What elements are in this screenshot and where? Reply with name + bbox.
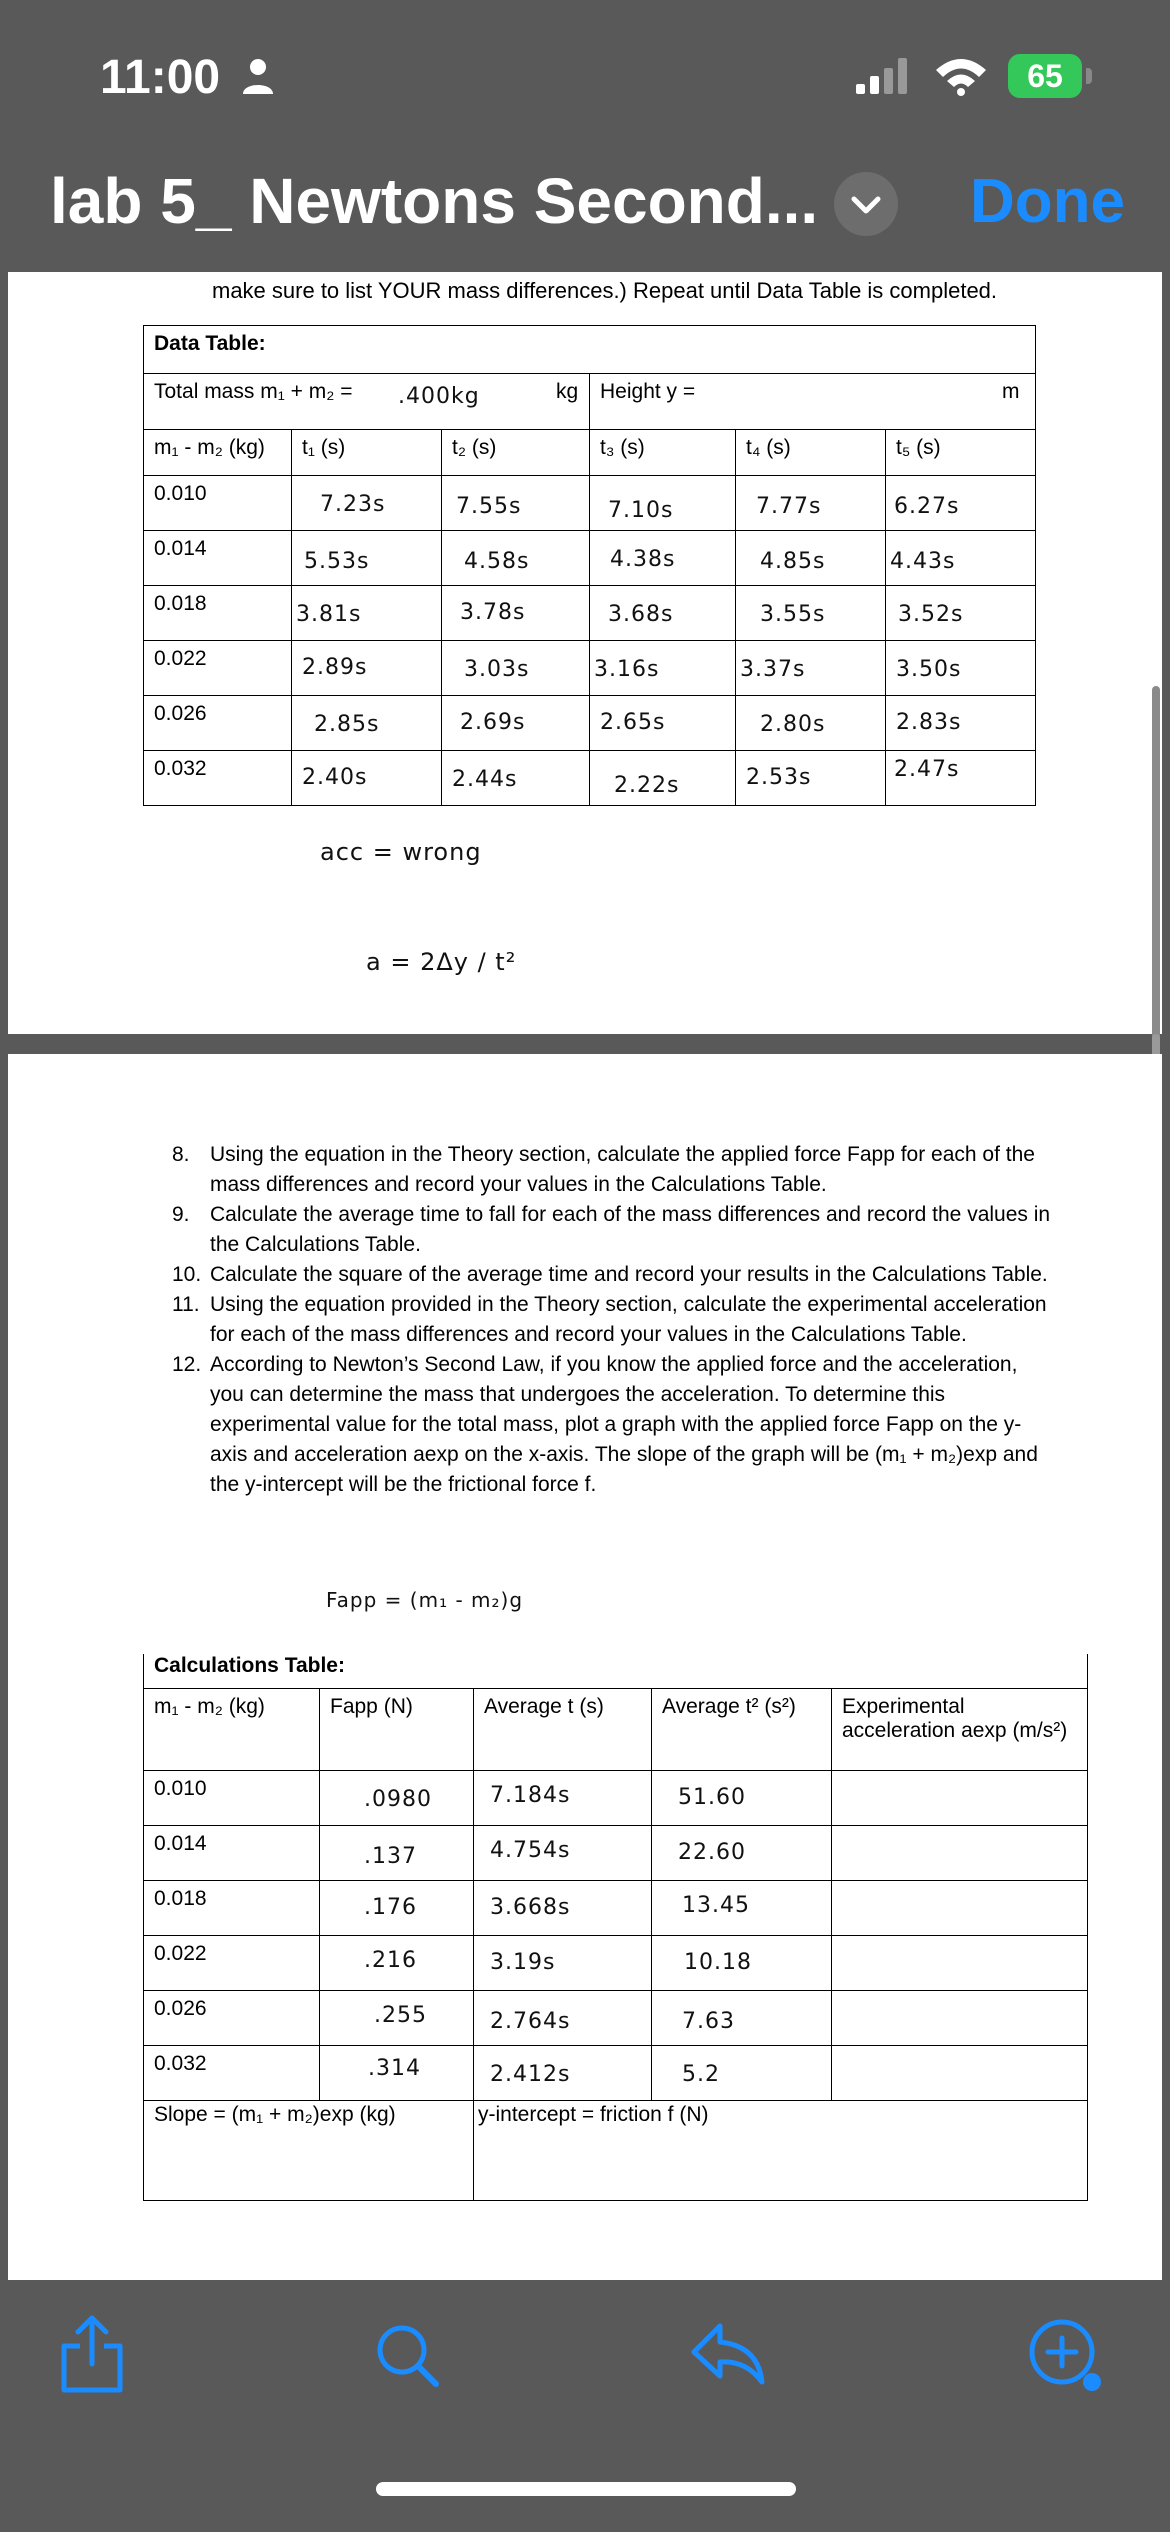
time-value: 2.80s bbox=[760, 712, 826, 737]
handwritten-equation: a = 2Δy / t² bbox=[366, 948, 517, 976]
mass-diff: 0.018 bbox=[154, 1886, 207, 1910]
table-row bbox=[144, 586, 1036, 641]
header-acceleration: Experimental acceleration aexp (m/s²) bbox=[842, 1694, 1068, 1742]
calculations-table bbox=[143, 1654, 1088, 2201]
height-cell bbox=[590, 374, 1036, 430]
header-cell bbox=[832, 1688, 1088, 1770]
header-avg-t2: Average t² (s²) bbox=[662, 1694, 796, 1718]
header-t3: t₃ (s) bbox=[600, 436, 645, 459]
header-cell bbox=[144, 1688, 320, 1770]
reply-arrow-icon[interactable] bbox=[686, 2312, 770, 2396]
mass-diff: 0.026 bbox=[154, 702, 207, 725]
avg-t-value: 7.184s bbox=[490, 1782, 571, 1808]
m-unit: m bbox=[1002, 380, 1020, 403]
time-value: 2.53s bbox=[746, 765, 812, 790]
header-cell bbox=[652, 1688, 832, 1770]
time-value: 5.53s bbox=[304, 549, 370, 574]
time-value: 2.40s bbox=[302, 765, 368, 790]
fapp-value: .0980 bbox=[364, 1786, 432, 1812]
header-cell bbox=[474, 1688, 652, 1770]
header-cell bbox=[736, 430, 886, 476]
markup-add-icon[interactable] bbox=[1022, 2312, 1106, 2396]
mass-diff: 0.010 bbox=[154, 1776, 207, 1800]
mass-diff: 0.022 bbox=[154, 1941, 207, 1965]
navigation-bar bbox=[0, 130, 1170, 272]
table-row bbox=[144, 696, 1036, 751]
table-row bbox=[144, 476, 1036, 531]
time-value: 2.47s bbox=[894, 757, 960, 782]
header-dm: m₁ - m₂ (kg) bbox=[154, 436, 265, 459]
mass-diff: 0.032 bbox=[154, 2051, 207, 2075]
list-item: 8. Using the equation in the Theory section, calculate the applied force Fapp for each of the mass differences and record your values in the Calculations Table. bbox=[172, 1143, 1035, 1196]
time-value: 2.22s bbox=[614, 773, 680, 798]
document-title[interactable]: lab 5_ Newtons Second... bbox=[50, 165, 819, 237]
avg-t2-value: 10.18 bbox=[684, 1949, 752, 1975]
time-value: 2.89s bbox=[302, 655, 368, 680]
header-cell bbox=[144, 430, 292, 476]
header-t1: t₁ (s) bbox=[302, 436, 346, 459]
home-indicator[interactable] bbox=[376, 2482, 796, 2496]
time-value: 2.65s bbox=[600, 710, 666, 735]
mass-diff: 0.014 bbox=[154, 1831, 207, 1855]
fapp-value: .314 bbox=[368, 2055, 421, 2081]
list-item: 11. Using the equation provided in the Theory section, calculate the experimental acceleration for each of the mass differences and record your values in the Calculations Table. bbox=[172, 1293, 1047, 1346]
mass-diff: 0.018 bbox=[154, 592, 207, 615]
table-row bbox=[144, 531, 1036, 586]
kg-unit: kg bbox=[556, 380, 579, 403]
header-avg-t: Average t (s) bbox=[484, 1694, 604, 1718]
time-value: 7.23s bbox=[320, 492, 386, 517]
header-t4: t₄ (s) bbox=[746, 436, 791, 459]
avg-t-value: 2.412s bbox=[490, 2061, 571, 2087]
header-t2: t₂ (s) bbox=[452, 436, 497, 459]
acceleration-cell bbox=[832, 2045, 1088, 2100]
done-button[interactable]: Done bbox=[970, 167, 1125, 236]
time-value: 4.43s bbox=[890, 549, 956, 574]
acceleration-cell bbox=[832, 1880, 1088, 1935]
calc-table-title: Calculations Table: bbox=[154, 1654, 345, 1677]
time-value: 2.83s bbox=[896, 710, 962, 735]
table-row bbox=[144, 641, 1036, 696]
time-value: 7.10s bbox=[608, 498, 674, 523]
avg-t2-value: 51.60 bbox=[678, 1784, 746, 1810]
person-icon bbox=[238, 56, 278, 96]
avg-t-value: 2.764s bbox=[490, 2008, 571, 2034]
table-row bbox=[144, 1770, 1088, 1825]
mass-diff: 0.010 bbox=[154, 482, 207, 505]
time-value: 3.78s bbox=[460, 600, 526, 625]
battery-indicator: 65 bbox=[1008, 54, 1082, 98]
header-cell bbox=[320, 1688, 474, 1770]
time-value: 3.50s bbox=[896, 657, 962, 682]
search-icon[interactable] bbox=[364, 2312, 448, 2396]
avg-t2-value: 7.63 bbox=[682, 2008, 735, 2034]
time-value: 6.27s bbox=[894, 494, 960, 519]
time-value: 3.68s bbox=[608, 602, 674, 627]
time-value: 3.52s bbox=[898, 602, 964, 627]
header-fapp: Fapp (N) bbox=[330, 1694, 413, 1718]
header-dm: m₁ - m₂ (kg) bbox=[154, 1694, 265, 1718]
battery-tip bbox=[1086, 68, 1092, 84]
calc-table-title-cell bbox=[144, 1654, 1088, 1688]
chevron-down-icon bbox=[834, 172, 898, 236]
time-value: 3.55s bbox=[760, 602, 826, 627]
table-row bbox=[144, 2045, 1088, 2100]
avg-t2-value: 5.2 bbox=[682, 2061, 720, 2087]
fapp-value: .216 bbox=[364, 1947, 417, 1973]
acceleration-cell bbox=[832, 1990, 1088, 2045]
mass-diff: 0.014 bbox=[154, 537, 207, 560]
clock: 11:00 bbox=[100, 51, 221, 104]
list-item: 12. According to Newton’s Second Law, if you know the applied force and the acceleration, you can determine the mass that undergoes the acceleration. To determine this experimental value for the total mass, plot a graph with the applied force Fapp on the y-axis and acceleration aexp on the x-axis. The slope of the graph will be (m₁ + m₂)exp and the y-intercept will be the frictional force f. bbox=[172, 1353, 1038, 1496]
time-value: 4.58s bbox=[464, 549, 530, 574]
time-value: 2.44s bbox=[452, 767, 518, 792]
time-value: 4.85s bbox=[760, 549, 826, 574]
mass-diff: 0.022 bbox=[154, 647, 207, 670]
mass-diff: 0.026 bbox=[154, 1996, 207, 2020]
data-table bbox=[143, 325, 1036, 806]
time-value: 7.77s bbox=[756, 494, 822, 519]
data-table-title: Data Table: bbox=[154, 332, 266, 355]
handwritten-note: acc = wrong bbox=[320, 838, 482, 866]
mass-diff: 0.032 bbox=[154, 757, 207, 780]
total-mass-value: .400kg bbox=[398, 384, 480, 409]
table-row bbox=[144, 1825, 1088, 1880]
header-cell bbox=[590, 430, 736, 476]
time-value: 3.37s bbox=[740, 657, 806, 682]
data-table-title-cell bbox=[144, 326, 1036, 374]
table-row bbox=[144, 1880, 1088, 1935]
header-cell bbox=[292, 430, 442, 476]
acceleration-cell bbox=[832, 1770, 1088, 1825]
title-menu-button[interactable] bbox=[834, 172, 898, 236]
acceleration-cell bbox=[832, 1825, 1088, 1880]
total-mass-cell bbox=[144, 374, 590, 430]
total-mass-label: Total mass m₁ + m₂ = bbox=[154, 380, 353, 403]
header-cell bbox=[442, 430, 590, 476]
header-t5: t₅ (s) bbox=[896, 436, 941, 459]
avg-t-value: 4.754s bbox=[490, 1837, 571, 1863]
handwritten-formula: Fapp = (m₁ - m₂)g bbox=[326, 1588, 524, 1612]
intro-text: make sure to list YOUR mass differences.) Repeat until Data Table is completed. bbox=[212, 278, 998, 303]
time-value: 3.03s bbox=[464, 657, 530, 682]
slope-label: Slope = (m₁ + m₂)exp (kg) bbox=[154, 2102, 396, 2126]
document-page-1 bbox=[8, 272, 1162, 1034]
avg-t2-value: 22.60 bbox=[678, 1839, 746, 1865]
document-page-2 bbox=[8, 1054, 1162, 2280]
intercept-cell bbox=[474, 2100, 1088, 2200]
header-cell bbox=[886, 430, 1036, 476]
fapp-value: .255 bbox=[374, 2002, 427, 2028]
avg-t2-value: 13.45 bbox=[682, 1892, 750, 1918]
time-value: 2.69s bbox=[460, 710, 526, 735]
status-bar bbox=[0, 0, 1170, 130]
wifi-icon bbox=[934, 56, 988, 96]
list-item: 10. Calculate the square of the average time and record your results in the Calculations Table. bbox=[172, 1263, 1048, 1286]
avg-t-value: 3.19s bbox=[490, 1949, 556, 1975]
table-row bbox=[144, 1990, 1088, 2045]
height-label: Height y = bbox=[600, 380, 696, 403]
slope-cell bbox=[144, 2100, 474, 2200]
time-value: 2.85s bbox=[314, 712, 380, 737]
fapp-value: .176 bbox=[364, 1894, 417, 1920]
time-value: 3.81s bbox=[296, 602, 362, 627]
instruction-steps bbox=[172, 1140, 1052, 1500]
table-row bbox=[144, 751, 1036, 806]
fapp-value: .137 bbox=[364, 1843, 417, 1869]
avg-t-value: 3.668s bbox=[490, 1894, 571, 1920]
time-value: 3.16s bbox=[594, 657, 660, 682]
acceleration-cell bbox=[832, 1935, 1088, 1990]
intercept-label: y-intercept = friction f (N) bbox=[478, 2102, 709, 2126]
time-value: 4.38s bbox=[610, 547, 676, 572]
table-row bbox=[144, 1935, 1088, 1990]
list-item: 9. Calculate the average time to fall for each of the mass differences and record the values in the Calculations Table. bbox=[172, 1203, 1051, 1256]
share-icon[interactable] bbox=[50, 2312, 134, 2396]
time-value: 7.55s bbox=[456, 494, 522, 519]
cellular-signal-icon bbox=[856, 58, 910, 94]
